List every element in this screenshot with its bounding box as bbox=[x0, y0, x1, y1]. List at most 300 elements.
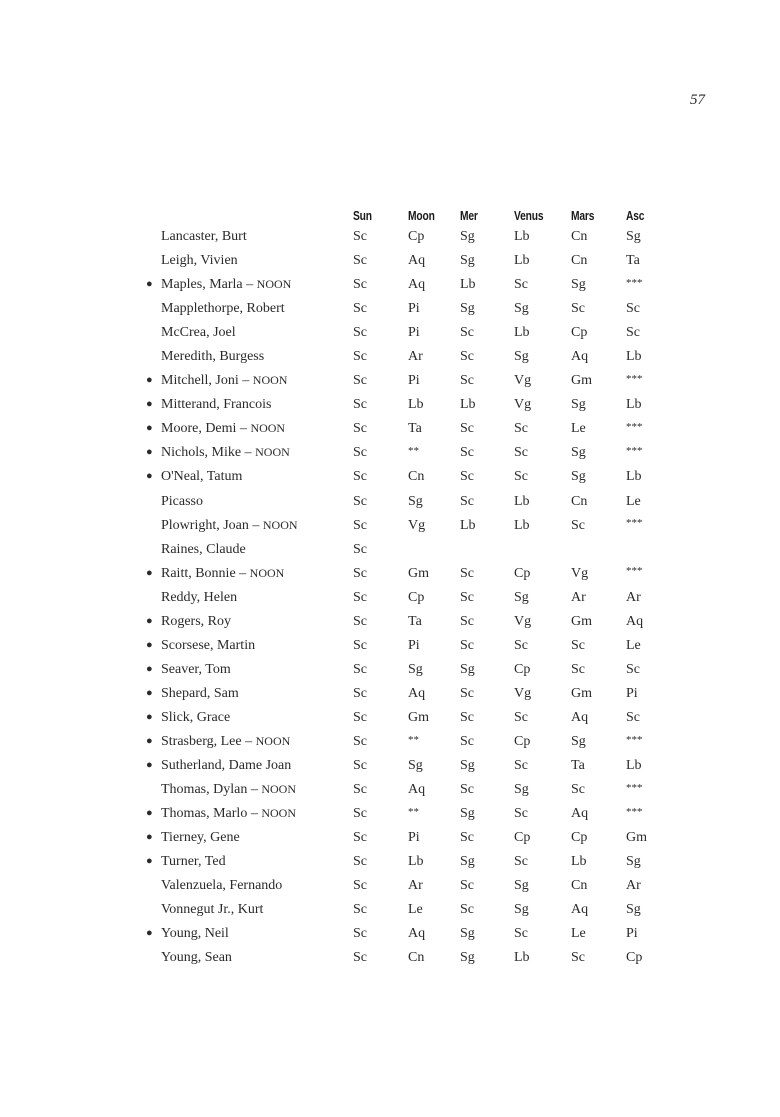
asc-sign: Pi bbox=[626, 685, 638, 701]
person-name-cell bbox=[146, 754, 353, 778]
moon-sign-cell bbox=[408, 562, 460, 586]
moon-sign-cell bbox=[408, 297, 460, 321]
person-name: Mitchell, Joni – bbox=[161, 373, 253, 389]
mer-sign: Sc bbox=[460, 878, 474, 894]
moon-sign-cell bbox=[408, 610, 460, 634]
venus-sign-cell bbox=[514, 874, 571, 898]
asc-sign-cell bbox=[626, 826, 666, 850]
venus-sign: Lb bbox=[514, 493, 530, 509]
sun-sign: Sc bbox=[353, 493, 367, 509]
asc-sign: Lb bbox=[626, 397, 642, 413]
mars-sign: Sc bbox=[571, 950, 585, 966]
mars-sign-cell bbox=[571, 273, 626, 297]
sun-sign-cell bbox=[353, 538, 408, 562]
table-row bbox=[146, 321, 666, 345]
mer-sign-cell bbox=[460, 778, 514, 802]
asc-sign-cell bbox=[626, 417, 666, 441]
noon-tag: NOON bbox=[255, 734, 291, 748]
asc-sign: Sc bbox=[626, 301, 640, 317]
moon-sign-cell bbox=[408, 393, 460, 417]
person-name: Tierney, Gene bbox=[161, 830, 240, 846]
person-name-cell bbox=[146, 465, 353, 489]
sun-sign: Sc bbox=[353, 950, 367, 966]
mer-sign-cell bbox=[460, 538, 514, 562]
moon-sign: Lb bbox=[408, 854, 424, 870]
mars-sign-cell bbox=[571, 225, 626, 249]
asc-sign: Cp bbox=[626, 950, 643, 966]
asc-sign: *** bbox=[626, 517, 643, 530]
moon-sign: Ar bbox=[408, 349, 423, 365]
mars-sign: Sg bbox=[571, 277, 586, 293]
bullet-icon: ● bbox=[146, 398, 153, 411]
person-name-cell bbox=[146, 490, 353, 514]
mer-sign: Sg bbox=[460, 806, 475, 822]
asc-sign-cell bbox=[626, 514, 666, 538]
mars-sign-cell bbox=[571, 393, 626, 417]
sun-sign: Sc bbox=[353, 325, 367, 341]
moon-sign-cell bbox=[408, 850, 460, 874]
mer-sign-cell bbox=[460, 297, 514, 321]
venus-sign-cell bbox=[514, 634, 571, 658]
mer-sign: Sg bbox=[460, 301, 475, 317]
sun-sign-cell bbox=[353, 874, 408, 898]
mars-sign-cell bbox=[571, 706, 626, 730]
venus-sign: Sc bbox=[514, 854, 528, 870]
venus-sign-cell bbox=[514, 538, 571, 562]
mars-sign-cell bbox=[571, 297, 626, 321]
sun-sign-cell bbox=[353, 946, 408, 970]
sun-sign: Sc bbox=[353, 902, 367, 918]
sun-sign: Sc bbox=[353, 517, 367, 533]
moon-sign: Sg bbox=[408, 493, 423, 509]
asc-sign: *** bbox=[626, 420, 643, 433]
mer-sign-cell bbox=[460, 345, 514, 369]
moon-sign-cell bbox=[408, 706, 460, 730]
person-name: Lancaster, Burt bbox=[161, 229, 247, 245]
asc-sign-cell bbox=[626, 562, 666, 586]
sun-sign: Sc bbox=[353, 373, 367, 389]
moon-sign-cell bbox=[408, 441, 460, 465]
asc-sign: Sg bbox=[626, 854, 641, 870]
sun-sign-cell bbox=[353, 490, 408, 514]
sun-sign-cell bbox=[353, 417, 408, 441]
bullet-icon: ● bbox=[146, 686, 153, 699]
person-name-cell bbox=[146, 417, 353, 441]
mars-sign: Sc bbox=[571, 661, 585, 677]
moon-sign-cell bbox=[408, 922, 460, 946]
moon-sign-cell bbox=[408, 658, 460, 682]
person-name: Raitt, Bonnie – bbox=[161, 565, 250, 581]
moon-sign: Pi bbox=[408, 637, 420, 653]
asc-sign-cell bbox=[626, 225, 666, 249]
sun-sign-cell bbox=[353, 682, 408, 706]
person-name-cell bbox=[146, 514, 353, 538]
mer-sign: Sg bbox=[460, 926, 475, 942]
venus-sign: Vg bbox=[514, 613, 532, 629]
mars-sign-cell bbox=[571, 369, 626, 393]
asc-sign: Le bbox=[626, 637, 641, 653]
moon-sign-cell bbox=[408, 273, 460, 297]
sun-sign-cell bbox=[353, 802, 408, 826]
noon-tag: NOON bbox=[261, 806, 296, 821]
venus-sign: Sg bbox=[514, 902, 529, 918]
venus-sign: Sc bbox=[514, 421, 528, 437]
moon-sign: Aq bbox=[408, 253, 426, 269]
asc-sign-cell bbox=[626, 922, 666, 946]
asc-sign: Ta bbox=[626, 253, 640, 269]
moon-sign: Cn bbox=[408, 469, 425, 485]
table-row bbox=[146, 658, 666, 682]
mer-sign-cell bbox=[460, 874, 514, 898]
moon-sign-cell bbox=[408, 754, 460, 778]
sun-sign-cell bbox=[353, 297, 408, 321]
mars-sign-cell bbox=[571, 754, 626, 778]
bullet-icon: ● bbox=[146, 422, 153, 435]
mer-sign: Sc bbox=[460, 589, 474, 605]
sun-sign-cell bbox=[353, 393, 408, 417]
sun-sign-cell bbox=[353, 658, 408, 682]
venus-sign: Lb bbox=[514, 325, 530, 341]
sun-sign: Sc bbox=[353, 758, 367, 774]
asc-sign-cell bbox=[626, 754, 666, 778]
asc-sign-cell bbox=[626, 465, 666, 489]
venus-sign-cell bbox=[514, 369, 571, 393]
mars-sign: Sg bbox=[571, 445, 586, 461]
mars-sign-cell bbox=[571, 802, 626, 826]
mer-sign-cell bbox=[460, 946, 514, 970]
bullet-icon: ● bbox=[146, 831, 153, 844]
sun-sign-cell bbox=[353, 369, 408, 393]
asc-sign-cell bbox=[626, 369, 666, 393]
venus-sign-cell bbox=[514, 778, 571, 802]
mars-sign-cell bbox=[571, 682, 626, 706]
moon-sign: Gm bbox=[408, 565, 429, 581]
mars-sign: Cn bbox=[571, 493, 588, 509]
asc-sign-cell bbox=[626, 321, 666, 345]
sun-sign-cell bbox=[353, 514, 408, 538]
mars-sign: Gm bbox=[571, 613, 592, 629]
bullet-icon: ● bbox=[146, 807, 153, 820]
sun-sign: Sc bbox=[353, 613, 367, 629]
mars-sign: Cn bbox=[571, 878, 588, 894]
moon-sign: ** bbox=[408, 805, 419, 818]
mer-sign-cell bbox=[460, 658, 514, 682]
venus-sign: Cp bbox=[514, 661, 531, 677]
mer-sign-cell bbox=[460, 754, 514, 778]
table-row bbox=[146, 706, 666, 730]
venus-sign: Vg bbox=[514, 397, 532, 413]
moon-sign-cell bbox=[408, 874, 460, 898]
venus-sign: Sc bbox=[514, 709, 528, 725]
asc-sign: *** bbox=[626, 276, 643, 289]
table-row bbox=[146, 225, 666, 249]
table-row bbox=[146, 562, 666, 586]
sun-sign: Sc bbox=[353, 830, 367, 846]
asc-sign: Sc bbox=[626, 709, 640, 725]
moon-sign: Cp bbox=[408, 589, 425, 605]
bullet-icon: ● bbox=[146, 566, 153, 579]
venus-sign-cell bbox=[514, 898, 571, 922]
mer-sign: Sc bbox=[460, 349, 474, 365]
bullet-icon: ● bbox=[146, 374, 153, 387]
bullet-icon: ● bbox=[146, 470, 153, 483]
astrology-table bbox=[146, 199, 666, 970]
asc-sign-cell bbox=[626, 441, 666, 465]
venus-sign: Lb bbox=[514, 253, 530, 269]
sun-sign-cell bbox=[353, 778, 408, 802]
venus-sign: Sg bbox=[514, 301, 529, 317]
mer-sign: Sc bbox=[460, 902, 474, 918]
person-name-cell bbox=[146, 706, 353, 730]
asc-sign: Lb bbox=[626, 758, 642, 774]
sun-sign-cell bbox=[353, 441, 408, 465]
mer-sign-cell bbox=[460, 514, 514, 538]
asc-sign-cell bbox=[626, 249, 666, 273]
venus-sign-cell bbox=[514, 610, 571, 634]
venus-sign-cell bbox=[514, 802, 571, 826]
venus-sign: Sc bbox=[514, 277, 528, 293]
person-name: Mitterand, Francois bbox=[161, 397, 272, 413]
table-row bbox=[146, 730, 666, 754]
asc-sign-cell bbox=[626, 658, 666, 682]
moon-sign: Cn bbox=[408, 950, 425, 966]
mer-sign-cell bbox=[460, 249, 514, 273]
mars-sign-cell bbox=[571, 826, 626, 850]
mer-sign: Lb bbox=[460, 517, 476, 533]
mer-sign: Sc bbox=[460, 445, 474, 461]
person-name: Maples, Marla – bbox=[161, 277, 257, 293]
sun-sign: Sc bbox=[353, 277, 367, 293]
mer-sign: Lb bbox=[460, 397, 476, 413]
person-name-cell bbox=[146, 562, 353, 586]
venus-sign-cell bbox=[514, 562, 571, 586]
venus-sign: Sg bbox=[514, 782, 529, 798]
noon-tag: NOON bbox=[261, 782, 296, 797]
sun-sign: Sc bbox=[353, 709, 367, 725]
mer-sign: Sc bbox=[460, 613, 474, 629]
sun-sign: Sc bbox=[353, 589, 367, 605]
mer-sign-cell bbox=[460, 922, 514, 946]
mer-sign-cell bbox=[460, 490, 514, 514]
person-name: Moore, Demi – bbox=[161, 421, 251, 437]
sun-sign-cell bbox=[353, 754, 408, 778]
sun-sign-cell bbox=[353, 249, 408, 273]
person-name-cell bbox=[146, 922, 353, 946]
bullet-icon: ● bbox=[146, 278, 153, 291]
table-row bbox=[146, 490, 666, 514]
sun-sign: Sc bbox=[353, 565, 367, 581]
mer-sign-cell bbox=[460, 682, 514, 706]
person-name-cell bbox=[146, 802, 353, 826]
sun-sign: Sc bbox=[353, 926, 367, 942]
asc-sign-cell bbox=[626, 586, 666, 610]
mars-sign: Cp bbox=[571, 830, 588, 846]
mer-sign: Sg bbox=[460, 661, 475, 677]
mars-sign: Gm bbox=[571, 373, 592, 389]
asc-sign-cell bbox=[626, 610, 666, 634]
mars-sign: Le bbox=[571, 926, 586, 942]
asc-sign-cell bbox=[626, 490, 666, 514]
asc-sign: Ar bbox=[626, 589, 641, 605]
noon-tag: NOON bbox=[249, 565, 285, 580]
venus-sign: Vg bbox=[514, 373, 532, 389]
sun-sign-cell bbox=[353, 273, 408, 297]
sun-sign-cell bbox=[353, 898, 408, 922]
asc-sign-cell bbox=[626, 538, 666, 562]
asc-sign: Aq bbox=[626, 613, 644, 629]
asc-sign-cell bbox=[626, 682, 666, 706]
moon-sign: ** bbox=[408, 733, 419, 746]
bullet-icon: ● bbox=[146, 614, 153, 627]
person-name: Strasberg, Lee – bbox=[161, 734, 256, 749]
mer-sign-cell bbox=[460, 441, 514, 465]
venus-sign: Sc bbox=[514, 445, 528, 461]
person-name-cell bbox=[146, 634, 353, 658]
moon-sign-cell bbox=[408, 946, 460, 970]
person-name-cell bbox=[146, 441, 353, 465]
asc-sign-cell bbox=[626, 850, 666, 874]
mer-sign: Sg bbox=[460, 854, 475, 870]
mer-sign-cell bbox=[460, 465, 514, 489]
mars-sign: Aq bbox=[571, 709, 589, 725]
venus-sign: Vg bbox=[514, 685, 532, 701]
venus-sign: Sg bbox=[514, 878, 529, 894]
person-name: O'Neal, Tatum bbox=[161, 469, 243, 485]
table-header-row bbox=[146, 199, 666, 225]
person-name-cell bbox=[146, 946, 353, 970]
mars-sign: Aq bbox=[571, 902, 589, 918]
mars-sign: Gm bbox=[571, 685, 592, 701]
venus-sign: Cp bbox=[514, 565, 531, 581]
moon-sign-cell bbox=[408, 730, 460, 754]
venus-sign-cell bbox=[514, 586, 571, 610]
mars-sign: Le bbox=[571, 421, 586, 437]
person-name: Seaver, Tom bbox=[161, 661, 231, 677]
moon-sign: Aq bbox=[408, 685, 426, 701]
mer-sign-cell bbox=[460, 850, 514, 874]
asc-sign: Lb bbox=[626, 469, 642, 485]
person-name: Young, Neil bbox=[161, 926, 229, 942]
mars-sign-cell bbox=[571, 562, 626, 586]
person-name-cell bbox=[146, 682, 353, 706]
mars-sign: Sc bbox=[571, 301, 585, 317]
table-row bbox=[146, 369, 666, 393]
sun-sign: Sc bbox=[353, 685, 367, 701]
mars-sign-cell bbox=[571, 490, 626, 514]
sun-sign: Sc bbox=[353, 878, 367, 894]
asc-sign-cell bbox=[626, 634, 666, 658]
bullet-icon: ● bbox=[146, 759, 153, 772]
moon-sign-cell bbox=[408, 538, 460, 562]
venus-sign: Sc bbox=[514, 758, 528, 774]
moon-sign-cell bbox=[408, 826, 460, 850]
table-row bbox=[146, 345, 666, 369]
venus-column-header: Venus bbox=[514, 209, 544, 223]
table-row bbox=[146, 850, 666, 874]
moon-sign: Vg bbox=[408, 517, 426, 533]
sun-sign: Sc bbox=[353, 637, 367, 653]
person-name: Reddy, Helen bbox=[161, 589, 238, 605]
mars-sign-cell bbox=[571, 922, 626, 946]
mer-sign: Sg bbox=[460, 253, 475, 269]
sun-sign: Sc bbox=[353, 229, 367, 245]
person-name: Leigh, Vivien bbox=[161, 253, 238, 269]
sun-sign-cell bbox=[353, 610, 408, 634]
mars-sign: Ta bbox=[571, 758, 585, 774]
mars-sign-cell bbox=[571, 946, 626, 970]
sun-sign-cell bbox=[353, 225, 408, 249]
sun-sign: Sc bbox=[353, 782, 367, 798]
table-row bbox=[146, 538, 666, 562]
table-row bbox=[146, 465, 666, 489]
mer-sign-cell bbox=[460, 586, 514, 610]
venus-sign-cell bbox=[514, 658, 571, 682]
moon-sign: Pi bbox=[408, 373, 420, 389]
bullet-icon: ● bbox=[146, 735, 153, 747]
venus-sign-cell bbox=[514, 273, 571, 297]
mars-sign-cell bbox=[571, 465, 626, 489]
mars-sign-cell bbox=[571, 658, 626, 682]
mars-sign: Sg bbox=[571, 397, 586, 413]
mer-sign-cell bbox=[460, 826, 514, 850]
sun-sign-cell bbox=[353, 730, 408, 754]
page-number: 57 bbox=[690, 92, 705, 108]
asc-sign-cell bbox=[626, 393, 666, 417]
mars-sign: Cp bbox=[571, 325, 588, 341]
table-row bbox=[146, 946, 666, 970]
venus-sign-cell bbox=[514, 514, 571, 538]
venus-sign-cell bbox=[514, 441, 571, 465]
person-name: Nichols, Mike – bbox=[161, 445, 256, 461]
moon-sign-cell bbox=[408, 586, 460, 610]
moon-sign: Pi bbox=[408, 325, 420, 341]
moon-sign: Pi bbox=[408, 830, 420, 846]
mars-sign: Sg bbox=[571, 734, 586, 749]
person-name-cell bbox=[146, 826, 353, 850]
mer-sign: Sc bbox=[460, 637, 474, 653]
mer-sign: Sc bbox=[460, 565, 474, 581]
bullet-icon: ● bbox=[146, 662, 153, 675]
mer-sign-cell bbox=[460, 321, 514, 345]
mer-sign-cell bbox=[460, 225, 514, 249]
mer-sign-cell bbox=[460, 273, 514, 297]
person-name: Thomas, Marlo – bbox=[161, 806, 262, 822]
person-name: Valenzuela, Fernando bbox=[161, 878, 283, 894]
asc-sign-cell bbox=[626, 778, 666, 802]
mer-sign: Lb bbox=[460, 277, 476, 293]
person-name-cell bbox=[146, 273, 353, 297]
venus-sign: Lb bbox=[514, 517, 530, 533]
venus-sign: Lb bbox=[514, 229, 530, 245]
sun-sign: Sc bbox=[353, 253, 367, 269]
noon-tag: NOON bbox=[250, 421, 286, 436]
mars-sign-cell bbox=[571, 514, 626, 538]
person-name-cell bbox=[146, 850, 353, 874]
table-row bbox=[146, 682, 666, 706]
table-row bbox=[146, 273, 666, 297]
mer-sign: Sc bbox=[460, 782, 474, 798]
noon-tag: NOON bbox=[256, 277, 292, 292]
moon-sign: Ta bbox=[408, 613, 422, 629]
mer-sign: Sc bbox=[460, 685, 474, 701]
venus-sign-cell bbox=[514, 850, 571, 874]
person-name: Sutherland, Dame Joan bbox=[161, 758, 292, 774]
person-name-cell bbox=[146, 369, 353, 393]
venus-sign: Sg bbox=[514, 589, 529, 605]
asc-sign: *** bbox=[626, 444, 643, 457]
asc-sign-cell bbox=[626, 898, 666, 922]
mars-sign-cell bbox=[571, 850, 626, 874]
